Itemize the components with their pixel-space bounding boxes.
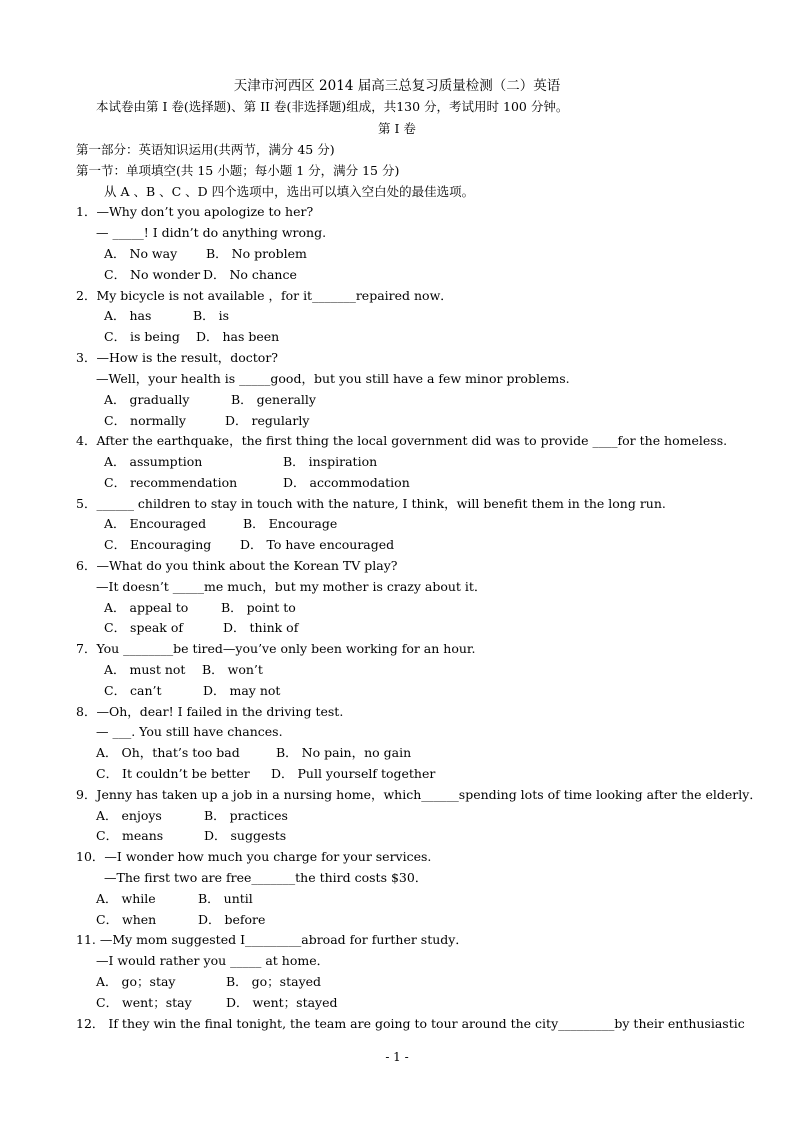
exam-subtitle: 本试卷由第 I 卷(选择题)、第 II 卷(非选择题)组成，共130 分，考试用时 100 分钟。: [96, 99, 569, 114]
question-reply: —It doesn’t _____me much，but my mother is crazy about it．: [96, 579, 487, 594]
option-b[interactable]: B． No problem: [206, 246, 307, 261]
option-b[interactable]: B． until: [198, 891, 253, 906]
option-b[interactable]: B． is: [193, 308, 230, 323]
option-c[interactable]: C． speak of: [104, 620, 184, 635]
question-stem: 9．Jenny has taken up a job in a nursing home，which______spending lots of time looking after the elderly．: [76, 787, 762, 802]
option-a[interactable]: A． must not: [104, 662, 186, 677]
option-d[interactable]: D． accommodation: [283, 475, 410, 490]
question-reply: —Well，your health is _____good，but you still have a few minor problems.: [96, 371, 570, 386]
option-a[interactable]: A． has: [104, 308, 152, 323]
option-b[interactable]: B． generally: [231, 392, 316, 407]
option-a[interactable]: A． gradually: [104, 392, 190, 407]
option-d[interactable]: D． has been: [196, 329, 280, 344]
page-title: 天津市河西区 2014 届高三总复习质量检测（二）英语: [233, 78, 561, 94]
volume-heading: 第 I 卷: [378, 121, 416, 136]
option-a[interactable]: A． go；stay: [96, 974, 176, 989]
question-reply: — ___. You still have chances.: [96, 724, 283, 739]
option-c[interactable]: C． went；stay: [96, 995, 192, 1010]
option-b[interactable]: B． practices: [204, 808, 288, 823]
page-number: - 1 -: [385, 1050, 409, 1064]
question-stem: 10．—I wonder how much you charge for your services.: [76, 849, 432, 864]
question-stem: 12． If they win the final tonight, the team are going to tour around the city_________by their enthusiastic: [76, 1016, 745, 1031]
question-stem: 11. —My mom suggested I_________abroad for further study．: [76, 932, 468, 947]
option-d[interactable]: D． think of: [223, 620, 299, 635]
option-b[interactable]: B． Encourage: [243, 516, 338, 531]
part-heading: 第一部分：英语知识运用(共两节，满分 45 分): [76, 142, 335, 157]
option-d[interactable]: D． may not: [203, 683, 281, 698]
option-c[interactable]: C． can’t: [104, 683, 162, 698]
option-a[interactable]: A． enjoys: [96, 808, 162, 823]
section-heading: 第一节：单项填空(共 15 小题；每小题 1 分，满分 15 分): [76, 163, 400, 178]
question-stem: 3．—How is the result，doctor?: [76, 350, 278, 365]
question-stem: 7．You ________be tired—you’ve only been working for an hour.: [76, 641, 476, 656]
question-reply: — _____! I didn’t do anything wrong.: [96, 225, 327, 240]
option-c[interactable]: C． recommendation: [104, 475, 238, 490]
instruction-text: 从 A 、B 、C 、D 四个选项中，选出可以填入空白处的最佳选项。: [104, 184, 475, 199]
option-a[interactable]: A． No way: [104, 246, 178, 261]
option-d[interactable]: D． suggests: [204, 828, 287, 843]
question-stem: 4．After the earthquake，the first thing the local government did was to provide ____for the homeless.: [76, 433, 728, 448]
option-c[interactable]: C． It couldn’t be better: [96, 766, 250, 781]
question-stem: 6．—What do you think about the Korean TV play?: [76, 558, 398, 573]
option-c[interactable]: C． when: [96, 912, 157, 927]
option-c[interactable]: C． No wonder: [104, 267, 201, 282]
option-d[interactable]: D． regularly: [225, 413, 310, 428]
option-d[interactable]: D． Pull yourself together: [271, 766, 436, 781]
question-stem: 8．—Oh，dear! I failed in the driving test.: [76, 704, 344, 719]
question-reply: —The first two are free_______the third costs $30．: [104, 870, 428, 885]
option-b[interactable]: B． inspiration: [283, 454, 378, 469]
option-a[interactable]: A． Oh，that’s too bad: [96, 745, 240, 760]
option-b[interactable]: B． go；stayed: [226, 974, 322, 989]
option-a[interactable]: A． Encouraged: [104, 516, 207, 531]
option-b[interactable]: B． No pain，no gain: [276, 745, 412, 760]
question-stem: 2．My bicycle is not available ，for it_______repaired now．: [76, 288, 453, 303]
question-stem: 1．—Why don’t you apologize to her?: [76, 204, 314, 219]
option-c[interactable]: C． Encouraging: [104, 537, 212, 552]
question-stem: 5．______ children to stay in touch with the nature, I think，will benefit them in the long run.: [76, 496, 666, 511]
option-d[interactable]: D． No chance: [203, 267, 297, 282]
option-c[interactable]: C． means: [96, 828, 164, 843]
option-a[interactable]: A． appeal to: [104, 600, 189, 615]
question-reply: —I would rather you _____ at home．: [96, 953, 330, 968]
option-d[interactable]: D． To have encouraged: [240, 537, 395, 552]
option-d[interactable]: D． before: [198, 912, 266, 927]
option-b[interactable]: B． won’t: [202, 662, 263, 677]
option-a[interactable]: A． assumption: [104, 454, 203, 469]
option-a[interactable]: A． while: [96, 891, 156, 906]
option-c[interactable]: C． normally: [104, 413, 186, 428]
option-b[interactable]: B． point to: [221, 600, 296, 615]
option-c[interactable]: C． is being: [104, 329, 180, 344]
option-d[interactable]: D． went；stayed: [226, 995, 338, 1010]
